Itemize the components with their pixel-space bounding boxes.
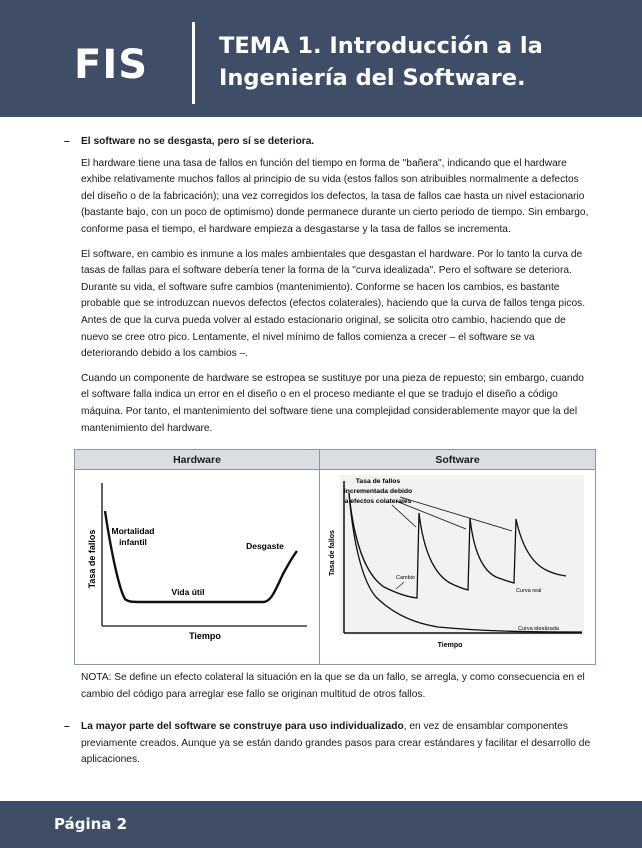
title-line-2: Ingeniería del Software. (219, 65, 526, 91)
hardware-column-header: Hardware (75, 450, 319, 470)
change-label: Cambio (396, 575, 415, 581)
bullet-dash-2: – (64, 721, 70, 732)
section-heading: El software no se desgasta, pero sí se deteriora. (81, 136, 315, 147)
bullet-row-2 (64, 719, 594, 769)
fis-logo: FIS (74, 42, 149, 88)
side-effect-note: NOTA: Se define un efecto colateral la situación en la que se da un fallo, se arregla, y como consecuencia en el cambio del código para arreglar ese fallo se originan multitud de otros fallos. (81, 672, 585, 700)
page-footer (0, 801, 642, 848)
wear-out-label: Desgaste (246, 541, 284, 551)
useful-life-label: Vida útil (171, 587, 205, 597)
header-divider (192, 22, 195, 104)
software-column-header: Software (320, 450, 595, 470)
failure-curves-figure (74, 449, 596, 665)
hardware-bathtub-chart (75, 471, 319, 664)
hardware-x-label: Tiempo (189, 631, 221, 641)
actual-curve-label: Curva real (516, 588, 542, 594)
page-title (219, 30, 629, 94)
page-number: Página 2 (54, 815, 128, 833)
paragraph-hardware: El hardware tiene una tasa de fallos en función del tiempo en forma de "bañera", indicando que el hardware exhibe relativamente muchos fallos al principio de su vida (estos fallos son atribuibles normalmente a defectos del diseño o de la fabricación); una vez corregidos los defectos, la tasa de fallos cae hasta un nivel estacionario (bastante bajo, con un poco de optimismo) donde permanece durante un cierto periodo de tiempo. Sin embargo, conforme pasa el tiempo, el hardware empieza a desgastarse y la tasa de fallos se incrementa. (81, 157, 589, 235)
bullet-item-deterioration (64, 134, 594, 151)
title-line-1: TEMA 1. Introducción a la (219, 33, 543, 59)
idealized-curve-label: Curva idealizada (518, 626, 559, 632)
software-x-label: Tiempo (437, 642, 463, 649)
bullet-item-individualized (64, 719, 594, 769)
section2-heading: La mayor parte del software se construye para uso individualizado (81, 721, 404, 732)
hardware-y-label: Tasa de fallos (87, 529, 97, 589)
side-effects-annotation-3: a efectos colaterales (344, 498, 412, 505)
paragraph-maintenance: Cuando un componente de hardware se estropea se sustituye por una pieza de repuesto; sin embargo, cuando el software falla indica un error en el diseño o en el proceso mediante el que se tradujo el diseño a código máquina. Por tanto, el mantenimiento del software tiene una complejidad considerablemente mayor que la del mantenimiento del hardware. (81, 372, 584, 434)
infant-mortality-label: Mortalidad (111, 526, 155, 536)
software-failure-chart (320, 471, 595, 664)
page-header (0, 0, 642, 117)
section2-text: , en vez de ensamblar componentes previamente creados. Aunque ya se están dando grandes pasos para crear estándares y facilitar el desarrollo de aplicaciones. (81, 721, 591, 766)
side-effects-annotation-2: incrementada debido (343, 488, 413, 495)
software-y-label: Tasa de fallos (329, 530, 336, 576)
side-effects-annotation: Tasa de fallos (355, 478, 401, 485)
bullet-dash: – (64, 136, 70, 147)
main-content (64, 134, 594, 437)
paragraph-software: El software, en cambio es inmune a los males ambientales que desgastan el hardware. Por lo tanto la curva de tasas de fallas para el software debería tener la forma de la "curva idealizada". Pero el software se deteriora. Durante su vida, el software sufre cambios (mantenimiento). Conforme se hacen los cambios, es bastante probable que se introduzcan nuevos defectos (efectos colaterales), haciendo que la curva de fallos tenga picos. Antes de que la curva pueda volver al estado estacionario original, se solicita otro cambio, haciendo que de nuevo se cree otro pico. Lentamente, el nivel mínimo de fallos comienza a crecer – el software se va deteriorando debido a los cambios –. (81, 248, 586, 360)
infant-mortality-label-2: infantil (119, 537, 147, 547)
